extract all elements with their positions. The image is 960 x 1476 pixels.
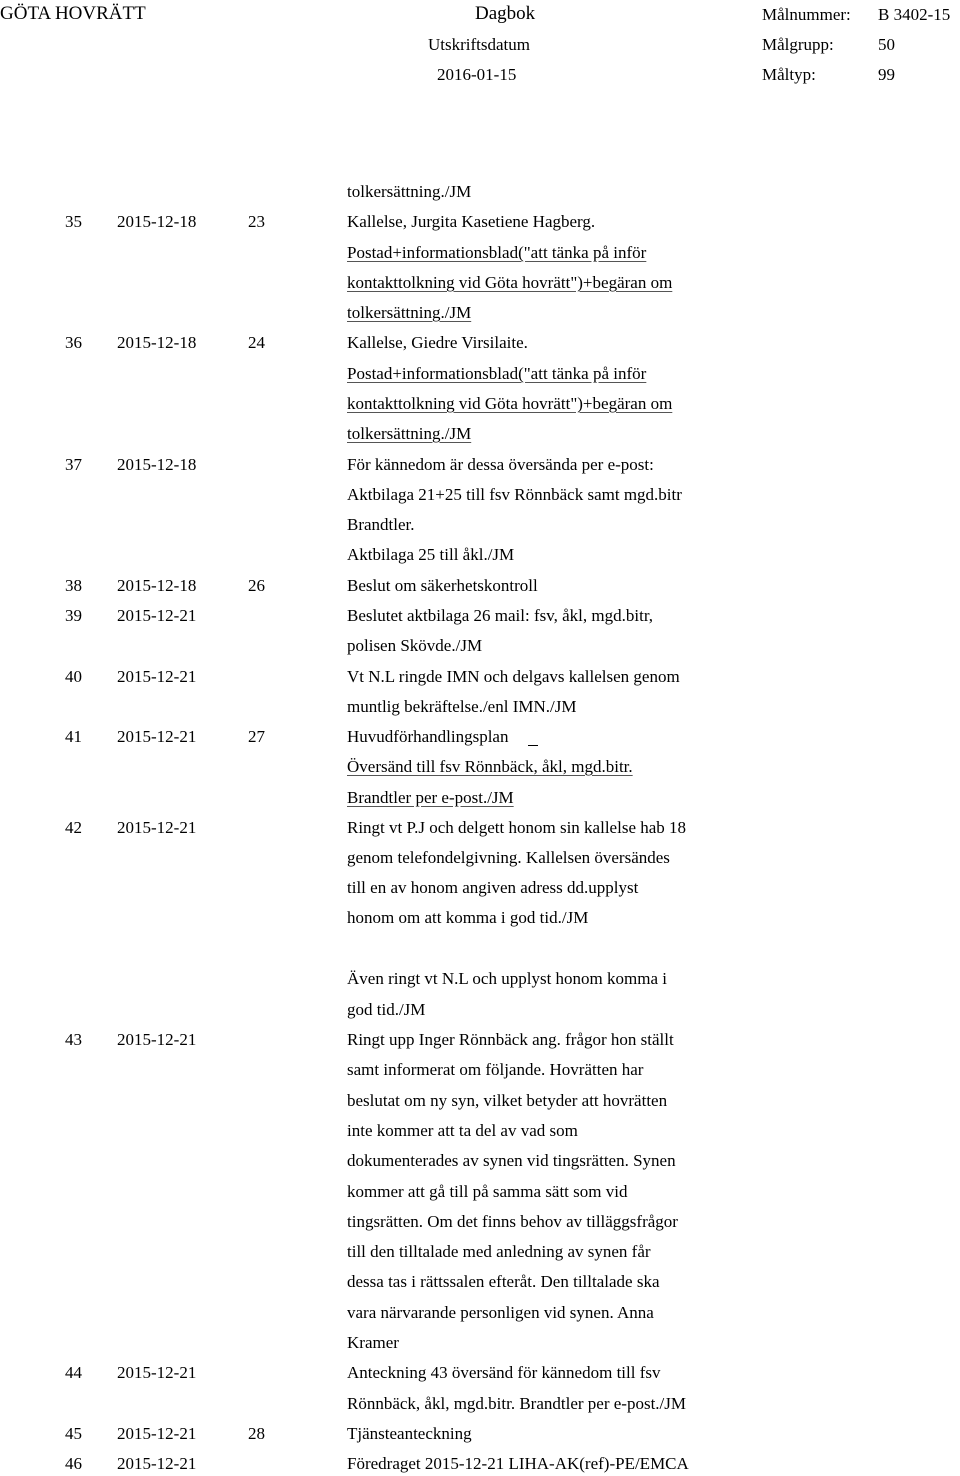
entry-text-line: Beslut om säkerhetskontroll bbox=[347, 576, 538, 595]
print-date: 2016-01-15 bbox=[437, 65, 517, 84]
entry-text-line: samt informerat om följande. Hovrätten har bbox=[347, 1060, 644, 1079]
court-name: GÖTA HOVRÄTT bbox=[0, 3, 146, 24]
entry-date: 2015-12-21 bbox=[117, 1454, 197, 1473]
entry-date: 2015-12-21 bbox=[117, 606, 197, 625]
entry-number: 45 bbox=[65, 1424, 82, 1443]
entry-text-line: Aktbilaga 25 till åkl./JM bbox=[347, 545, 515, 564]
aktbilaga-number: 28 bbox=[248, 1424, 265, 1443]
entry-text-line: inte kommer att ta del av vad som bbox=[347, 1121, 578, 1140]
entry-text-line: till en av honom angiven adress dd.upplyst bbox=[347, 878, 639, 897]
entry-text-line: tolkersättning./JM bbox=[347, 303, 472, 322]
entry-text-line: tingsrätten. Om det finns behov av tilläggsfrågor bbox=[347, 1212, 678, 1231]
entry-date: 2015-12-18 bbox=[117, 212, 197, 231]
entry-text-line: Kallelse, Jurgita Kasetiene Hagberg. bbox=[347, 212, 596, 231]
entry-text-line: Rönnbäck, åkl, mgd.bitr. Brandtler per e-post./JM bbox=[347, 1394, 686, 1413]
case-group: 50 bbox=[878, 35, 895, 54]
underline-mark bbox=[528, 745, 538, 746]
entry-text-line: kontakttolkning vid Göta hovrätt")+begäran om bbox=[347, 394, 673, 413]
entry-date: 2015-12-18 bbox=[117, 333, 197, 352]
case-type: 99 bbox=[878, 65, 895, 84]
entry-date: 2015-12-21 bbox=[117, 1424, 197, 1443]
case-type-label: Måltyp: bbox=[762, 65, 816, 84]
case-group-label: Målgrupp: bbox=[762, 35, 834, 54]
entry-text-line: Vt N.L ringde IMN och delgavs kallelsen genom bbox=[347, 667, 680, 686]
entry-text-line: Föredraget 2015-12-21 LIHA-AK(ref)-PE/EMCA bbox=[347, 1454, 689, 1473]
entry-text-line: Kramer bbox=[347, 1333, 399, 1352]
document-type: Dagbok bbox=[475, 3, 536, 24]
entry-text-line: genom telefondelgivning. Kallelsen översändes bbox=[347, 848, 670, 867]
entry-text-line: tolkersättning./JM bbox=[347, 424, 472, 443]
aktbilaga-number: 27 bbox=[248, 727, 265, 746]
case-number: B 3402-15 bbox=[878, 5, 951, 24]
entry-text-line: Postad+informationsblad("att tänka på inför bbox=[347, 364, 647, 383]
entry-text-line: Anteckning 43 översänd för kännedom till fsv bbox=[347, 1363, 661, 1382]
aktbilaga-number: 23 bbox=[248, 212, 265, 231]
entry-text-line: Översänd till fsv Rönnbäck, åkl, mgd.bitr. bbox=[347, 757, 633, 776]
carryover-text: tolkersättning./JM bbox=[347, 182, 472, 201]
entry-text-line: beslutat om ny syn, vilket betyder att hovrätten bbox=[347, 1091, 668, 1110]
entry-text-line: vara närvarande personligen vid synen. Anna bbox=[347, 1303, 654, 1322]
entry-number: 35 bbox=[65, 212, 82, 231]
aktbilaga-number: 24 bbox=[248, 333, 265, 352]
print-date-label: Utskriftsdatum bbox=[428, 35, 530, 54]
entry-text-line: honom om att komma i god tid./JM bbox=[347, 908, 589, 927]
entry-text-line: muntlig bekräftelse./enl IMN./JM bbox=[347, 697, 577, 716]
entry-text-line: Beslutet aktbilaga 26 mail: fsv, åkl, mgd.bitr, bbox=[347, 606, 654, 625]
entry-text-line: Ringt upp Inger Rönnbäck ang. frågor hon ställt bbox=[347, 1030, 674, 1049]
entry-text-line: dessa tas i rättssalen efteråt. Den tilltalade ska bbox=[347, 1272, 660, 1291]
entry-text-line: Även ringt vt N.L och upplyst honom komma i bbox=[347, 969, 667, 988]
entry-text-line: polisen Skövde./JM bbox=[347, 636, 483, 655]
entry-number: 38 bbox=[65, 576, 82, 595]
entry-date: 2015-12-18 bbox=[117, 455, 197, 474]
entry-number: 37 bbox=[65, 455, 82, 474]
entry-text-line: Kallelse, Giedre Virsilaite. bbox=[347, 333, 528, 352]
entry-date: 2015-12-21 bbox=[117, 1363, 197, 1382]
entry-number: 41 bbox=[65, 727, 82, 746]
entry-text-line: Brandtler per e-post./JM bbox=[347, 788, 514, 807]
entry-number: 42 bbox=[65, 818, 82, 837]
entry-number: 39 bbox=[65, 606, 82, 625]
entry-date: 2015-12-18 bbox=[117, 576, 197, 595]
entry-text-line: till den tilltalade med anledning av synen får bbox=[347, 1242, 651, 1261]
entry-text-line: Tjänsteanteckning bbox=[347, 1424, 472, 1443]
entry-text-line: dokumenterades av synen vid tingsrätten. Synen bbox=[347, 1151, 676, 1170]
entry-text-line: Aktbilaga 21+25 till fsv Rönnbäck samt mgd.bitr bbox=[347, 485, 682, 504]
case-number-label: Målnummer: bbox=[762, 5, 851, 24]
entry-text-line: kommer att gå till på samma sätt som vid bbox=[347, 1182, 628, 1201]
entry-text-line: kontakttolkning vid Göta hovrätt")+begäran om bbox=[347, 273, 673, 292]
entry-number: 43 bbox=[65, 1030, 82, 1049]
entry-text-line: god tid./JM bbox=[347, 1000, 426, 1019]
aktbilaga-number: 26 bbox=[248, 576, 265, 595]
entry-number: 40 bbox=[65, 667, 82, 686]
entry-number: 44 bbox=[65, 1363, 82, 1382]
entry-date: 2015-12-21 bbox=[117, 818, 197, 837]
entry-text-line: Brandtler. bbox=[347, 515, 415, 534]
entry-date: 2015-12-21 bbox=[117, 727, 197, 746]
entry-text-line: Huvudförhandlingsplan bbox=[347, 727, 509, 746]
entry-date: 2015-12-21 bbox=[117, 1030, 197, 1049]
entry-text-line: För kännedom är dessa översända per e-post: bbox=[347, 455, 654, 474]
entry-date: 2015-12-21 bbox=[117, 667, 197, 686]
entry-text-line: Postad+informationsblad("att tänka på inför bbox=[347, 243, 647, 262]
entry-text-line: Ringt vt P.J och delgett honom sin kallelse hab 18 bbox=[347, 818, 687, 837]
entry-number: 46 bbox=[65, 1454, 82, 1473]
entry-number: 36 bbox=[65, 333, 82, 352]
